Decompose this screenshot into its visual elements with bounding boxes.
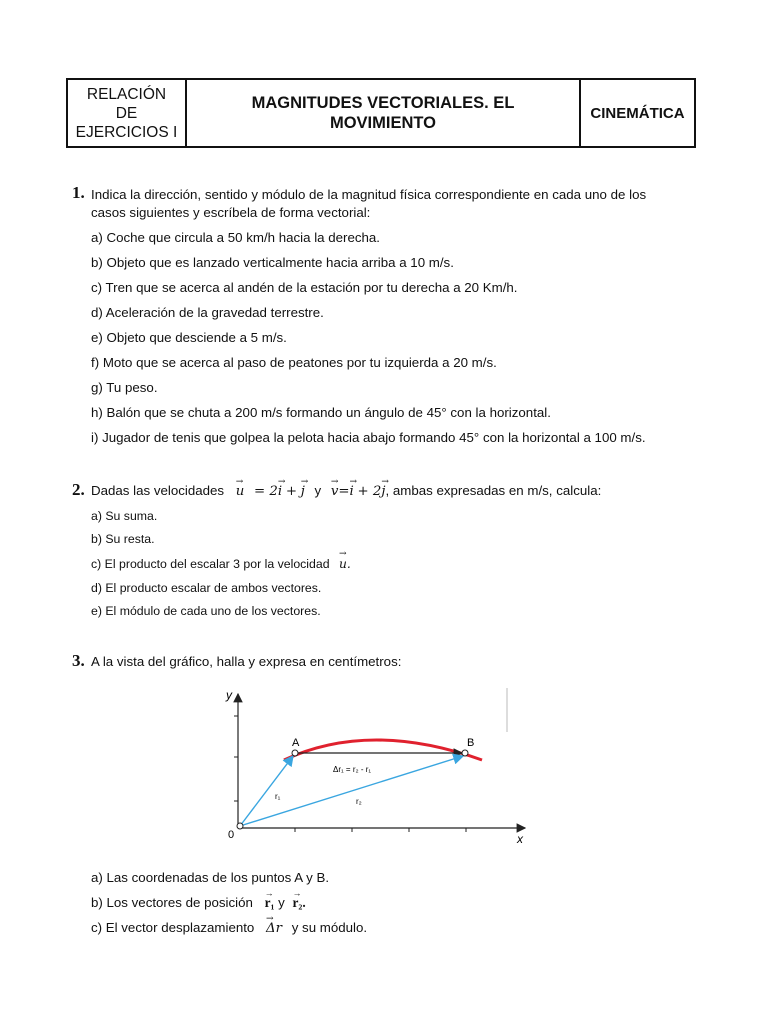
ex1-item-g: g) Tu peso. [91, 380, 158, 395]
ex3-statement: A la vista del gráfico, halla y expresa en centímetros: [91, 654, 402, 669]
point-b-label: B [467, 737, 475, 749]
delta-label: Δr₁ = r₂ - r₁ [333, 765, 372, 774]
header-left-cell [68, 80, 187, 146]
trajectory-curve [284, 740, 482, 760]
ex2-number: 2. [72, 480, 85, 499]
ex3-number: 3. [72, 651, 85, 670]
origin-label: 0 [228, 829, 235, 841]
ex2-intro: Dadas las velocidades [91, 483, 225, 498]
ex2-item-b: b) Su resta. [91, 532, 155, 546]
item-c-period: . [346, 557, 351, 571]
header-left-line2: DE [115, 104, 138, 122]
r1-vector: → r₁ [265, 894, 275, 912]
header-right: CINEMÁTICA [590, 104, 685, 122]
ex2-item-d: d) El producto escalar de ambos vectores. [91, 581, 322, 595]
eq-v: = [338, 484, 350, 499]
vector-v: → v [331, 483, 339, 501]
point-a-label: A [292, 737, 300, 749]
header-left-line1: RELACIÓN [86, 85, 167, 103]
ex2-statement [91, 482, 601, 501]
unit-i-2: → i [350, 483, 354, 501]
vector-u: → u [236, 483, 245, 501]
ex1-item-h: h) Balón que se chuta a 200 m/s formando un ángulo de 45° con la horizontal. [91, 405, 551, 420]
r2-label: r₂ [356, 797, 362, 806]
ex3-item-c-end: y su módulo. [291, 920, 368, 935]
ex3-item-b-text: b) Los vectores de posición [91, 895, 253, 910]
eq-u: = 2 [254, 484, 278, 499]
vector-u-item-c: → u [339, 555, 347, 573]
unit-j: → j [301, 483, 305, 501]
ex2-item-c [91, 555, 351, 573]
axis-ticks [234, 716, 466, 832]
origin-point [237, 823, 243, 829]
point-a-marker [292, 750, 298, 756]
y-axis-label: y [226, 688, 232, 702]
ex1-item-c: c) Tren que se acerca al andén de la estación por tu derecha a 20 Km/h. [91, 280, 518, 295]
x-axis-label: x [517, 832, 523, 846]
header-table [66, 78, 696, 148]
ex1-statement-line1: Indica la dirección, sentido y módulo de la magnitud física correspondiente en cada uno de los [91, 187, 647, 202]
ex1-item-f: f) Moto que se acerca al paso de peatones por tu izquierda a 20 m/s. [91, 355, 497, 370]
eq-v2: + 2 [357, 484, 382, 499]
point-b-marker [462, 750, 468, 756]
r2-vector: → r₂. [293, 894, 306, 912]
header-left-line3: EJERCICIOS I [75, 123, 178, 141]
ex2-item-e: e) El módulo de cada uno de los vectores. [91, 604, 321, 618]
ex3-item-a: a) Las coordenadas de los puntos A y B. [91, 870, 330, 885]
unit-j-2: → j [381, 483, 385, 501]
ex3-item-c [91, 919, 367, 938]
ex3-item-c-text: c) El vector desplazamiento [91, 920, 255, 935]
ex1-item-e: e) Objeto que desciende a 5 m/s. [91, 330, 287, 345]
r1-arrow [240, 756, 293, 826]
ex1-item-i: i) Jugador de tenis que golpea la pelota hacia abajo formando 45° con la horizontal a 100 m/s. [91, 430, 646, 445]
ex1-item-b: b) Objeto que es lanzado verticalmente hacia arriba a 10 m/s. [91, 255, 454, 270]
unit-i: → i [278, 483, 282, 501]
ex1-item-a: a) Coche que circula a 50 km/h hacia la derecha. [91, 230, 380, 245]
ex3-item-b-and: y [278, 895, 285, 910]
delta-r-vector: → Δr [266, 920, 282, 938]
ex2-item-a: a) Su suma. [91, 509, 158, 523]
ex2-outro: , ambas expresadas en m/s, calcula: [385, 483, 602, 498]
header-title [187, 80, 581, 146]
ex2-item-c-text: c) El producto del escalar 3 por la velocidad [91, 557, 330, 571]
header-title-text: MAGNITUDES VECTORIALES. EL MOVIMIENTO [251, 94, 515, 132]
r1-label: r₁ [275, 792, 281, 801]
and-word: y [314, 483, 322, 498]
ex1-statement-line2: casos siguientes y escríbela de forma vectorial: [91, 205, 371, 220]
ex1-number: 1. [72, 183, 85, 202]
ex1-item-d: d) Aceleración de la gravedad terrestre. [91, 305, 324, 320]
plus-sign: + [285, 484, 297, 499]
trajectory-graph [220, 680, 540, 850]
